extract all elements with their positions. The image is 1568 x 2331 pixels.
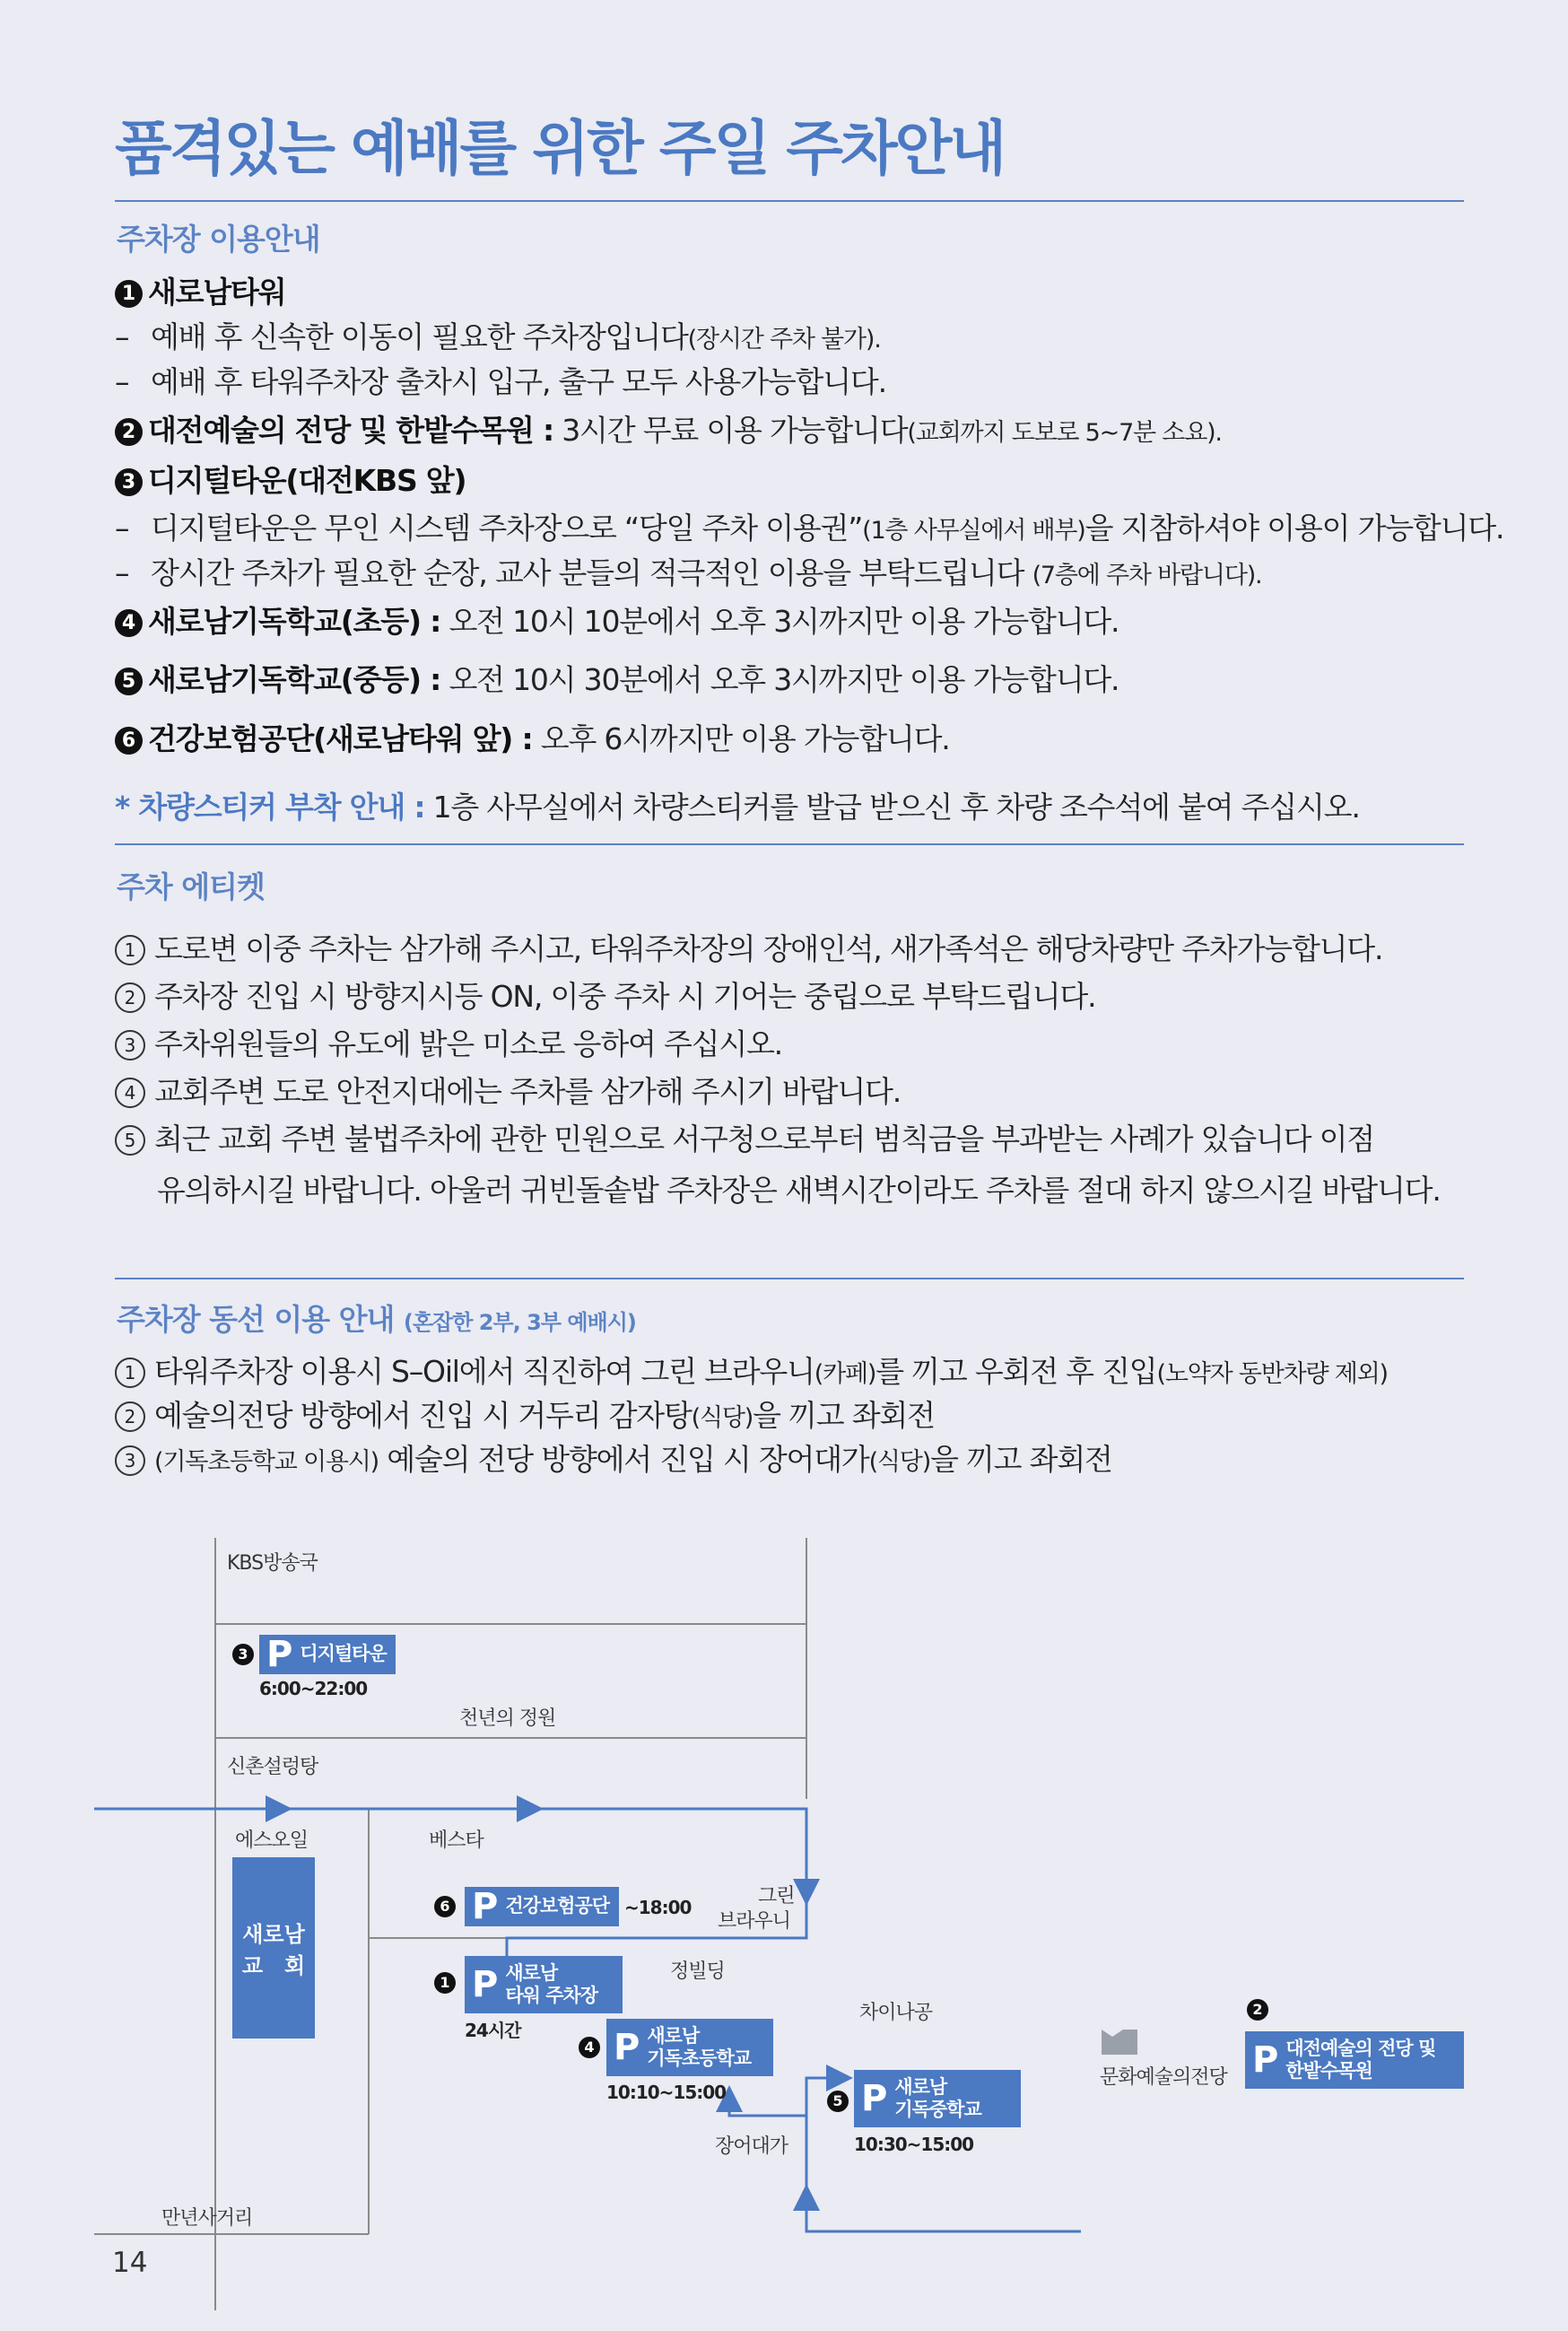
item-detail: – 예배 후 신속한 이동이 필요한 주차장입니다(장시간 주차 불가).: [115, 319, 881, 354]
parking-box-art-center: P 대전예술의 전당 및 한밭수목원: [1245, 2031, 1464, 2089]
list-item-continuation: 유의하시길 바랍니다. 아울러 귀빈돌솥밥 주차장은 새벽시간이라도 주차를 절대 하지 않으시길 바랍니다.: [157, 1173, 1441, 1208]
list-item: 3 주차위원들의 유도에 밝은 미소로 응하여 주십시오.: [115, 1021, 782, 1063]
hours: 6:00~22:00: [259, 1678, 368, 1699]
list-item: 2 예술의전당 방향에서 진입 시 거두리 감자탕(식당)을 끼고 좌회전: [115, 1392, 935, 1435]
label-jungbuilding: 정빌딩: [670, 1960, 725, 1983]
label-soil: 에스오일: [235, 1829, 309, 1852]
map-number: 2: [1247, 1999, 1268, 2021]
item-detail: – 장시간 주차가 필요한 순장, 교사 분들의 적극적인 이용을 부탁드립니다 (7층에 주차 바랍니다).: [115, 555, 1262, 590]
list-item: 4 교회주변 도로 안전지대에는 주차를 삼가해 주시기 바랍니다.: [115, 1069, 901, 1111]
number-badge: 6: [115, 727, 143, 755]
item-saeronam-tower: 1 새로남타워: [115, 269, 285, 311]
number-badge: 2: [115, 418, 143, 446]
label-garden: 천년의 정원: [459, 1707, 556, 1730]
parking-box-health-insurance: P 건강보험공단: [465, 1887, 619, 1926]
list-item: 1 타워주차장 이용시 S–Oil에서 직진하여 그린 브라우니(카페)를 끼고 우회전 후 진입(노약자 동반차량 제외): [115, 1349, 1388, 1391]
label-brownie: 브라우니: [718, 1910, 791, 1933]
hours: ~18:00: [624, 1897, 692, 1918]
hours: 10:10~15:00: [606, 2082, 727, 2103]
item-detail: – 디지털타운은 무인 시스템 주차장으로 “당일 주차 이용권”(1층 사무실에서 배부)을 지참하셔야 이용이 가능합니다.: [115, 511, 1504, 546]
number-badge: 5: [115, 668, 143, 695]
number-badge: 3: [115, 468, 143, 496]
label-culture-hall: 문화예술의전당: [1100, 2066, 1227, 2089]
item-health-insurance: 6 건강보험공단(새로남타워 앞) : 오후 6시까지만 이용 가능합니다.: [115, 716, 950, 758]
label-sinchon: 신촌설렁탕: [227, 1756, 318, 1778]
parking-box-elementary: P 새로남 기독초등학교: [606, 2019, 773, 2076]
label-eel: 장어대가: [715, 2135, 788, 2158]
list-item: 2 주차장 진입 시 방향지시등 ON, 이중 주차 시 기어는 중립으로 부탁드립니다.: [115, 973, 1095, 1016]
parking-box-middle: P 새로남 기독중학교: [854, 2070, 1021, 2127]
parking-box-digital-town: P 디지털타운: [259, 1635, 396, 1674]
sticker-note: * 차량스티커 부착 안내 : 1층 사무실에서 차량스티커를 발급 받으신 후 차량 조수석에 붙여 주십시오.: [115, 790, 1360, 825]
map-number: 1: [434, 1972, 456, 1994]
list-item: 3 (기독초등학교 이용시) 예술의 전당 방향에서 진입 시 장어대가(식당)을 끼고 좌회전: [115, 1436, 1112, 1479]
item-middle-school: 5 새로남기독학교(중등) : 오전 10시 30분에서 오후 3시까지만 이용 가능합니다.: [115, 657, 1119, 699]
roads: [94, 1538, 806, 2310]
item-digital-town: 3 디지털타운(대전KBS 앞): [115, 458, 466, 500]
item-art-center: 2 대전예술의 전당 및 한밭수목원 : 3시간 무료 이용 가능합니다(교회까지 도보로 5~7분 소요).: [115, 407, 1222, 450]
label-vesta: 베스타: [429, 1829, 483, 1852]
landmark-icon: [1102, 2030, 1137, 2055]
number-badge: 1: [115, 280, 143, 308]
number-badge: 4: [115, 609, 143, 637]
item-elementary-school: 4 새로남기독학교(초등) : 오전 10시 10분에서 오후 3시까지만 이용 가능합니다.: [115, 598, 1119, 641]
map-number: 4: [579, 2037, 600, 2058]
section-heading-parking-info: 주차장 이용안내: [117, 222, 320, 257]
hours: 10:30~15:00: [854, 2134, 974, 2155]
list-item: 5 최근 교회 주변 불법주차에 관한 민원으로 서구청으로부터 범칙금을 부과받는 사례가 있습니다 이점: [115, 1116, 1374, 1158]
page-number: 14: [112, 2247, 148, 2279]
parking-box-tower: P 새로남 타워 주차장: [465, 1956, 623, 2013]
label-crossroad: 만년사거리: [161, 2207, 253, 2230]
church-building: 새로남 교 회: [232, 1857, 315, 2039]
map-number: 3: [232, 1644, 254, 1665]
map-number: 6: [434, 1896, 456, 1917]
list-item: 1 도로변 이중 주차는 삼가해 주시고, 타워주차장의 장애인석, 새가족석은 해당차량만 주차가능합니다.: [115, 926, 1382, 968]
page-title: 품격있는 예배를 위한 주일 주차안내: [115, 114, 1005, 183]
section-heading-etiquette: 주차 에티켓: [117, 869, 265, 904]
label-green: 그린: [758, 1885, 795, 1908]
item-detail: – 예배 후 타워주차장 출차시 입구, 출구 모두 사용가능합니다.: [115, 364, 886, 399]
map-number: 5: [827, 2091, 849, 2112]
section-heading-routes: 주차장 동선 이용 안내 (혼잡한 2부, 3부 예배시): [117, 1302, 636, 1337]
label-kbs: KBS방송국: [227, 1552, 318, 1575]
label-chinagong: 차이나공: [859, 2002, 933, 2024]
hours: 24시간: [465, 2020, 521, 2041]
